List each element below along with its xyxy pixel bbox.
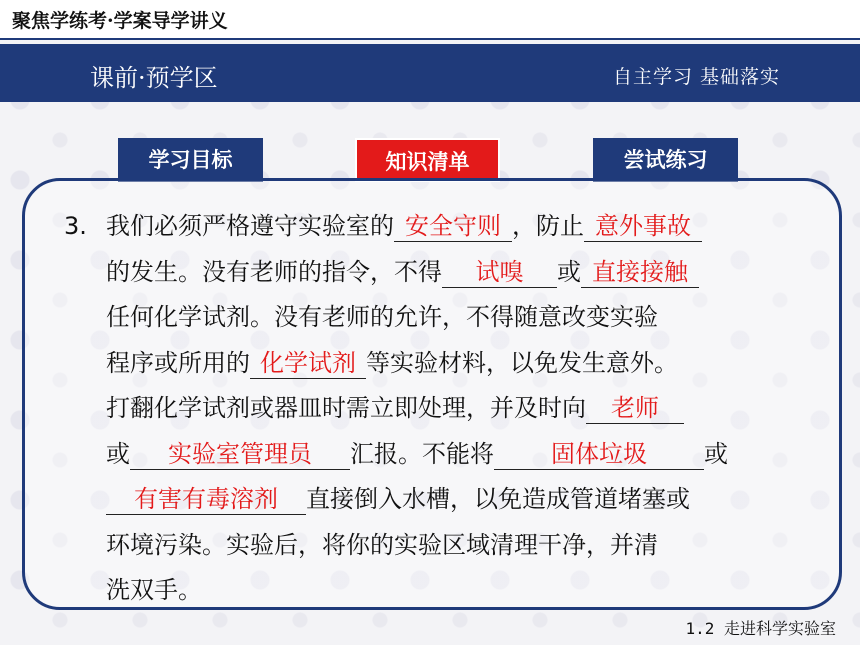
text-segment: 等实验材料，以免发生意外。 — [366, 348, 678, 377]
top-bar — [0, 0, 860, 40]
answer-blank: 安全守则 — [394, 211, 512, 242]
answer-blank: 试嗅 — [442, 257, 557, 288]
text-line — [64, 477, 804, 523]
answer-blank: 固体垃圾 — [494, 439, 704, 470]
answer-blank: 直接接触 — [581, 257, 699, 288]
answer-blank: 有害有毒溶剂 — [106, 484, 306, 515]
text-line — [64, 250, 804, 296]
text-segment: 或 — [106, 439, 130, 468]
text-segment: ，防止 — [512, 212, 584, 240]
banner-section-title: 课前·预学区 — [90, 64, 218, 92]
answer-blank: 化学试剂 — [250, 348, 366, 379]
text-segment: 或 — [704, 439, 728, 468]
tab-practice[interactable]: 尝试练习 — [593, 138, 738, 182]
text-segment: 打翻化学试剂或器皿时需立即处理，并及时向 — [106, 394, 586, 422]
text-line — [64, 386, 804, 432]
tab-knowledge-list[interactable]: 知识清单 — [355, 138, 500, 182]
banner-subtitle: 自主学习 基础落实 — [612, 66, 780, 88]
text-segment: 我们必须严格遵守实验室的 — [106, 212, 394, 240]
text-segment: 程序或所用的 — [106, 348, 250, 377]
answer-blank: 实验室管理员 — [130, 439, 350, 470]
section-banner — [0, 44, 860, 102]
text-segment: 的发生。没有老师的指令，不得 — [106, 257, 442, 286]
text-line: 环境污染。实验后，将你的实验区域清理干净，并清 — [106, 530, 658, 559]
text-line — [64, 204, 804, 250]
brand-title: 聚焦学练考·学案导学讲义 — [12, 10, 228, 32]
text-line: 任何化学试剂。没有老师的允许，不得随意改变实验 — [106, 303, 658, 331]
text-segment: 汇报。不能将 — [350, 439, 494, 468]
text-segment: 或 — [557, 257, 581, 286]
answer-blank: 意外事故 — [584, 211, 702, 242]
tab-learning-goals[interactable]: 学习目标 — [118, 138, 263, 182]
text-segment: 直接倒入水槽，以免造成管道堵塞或 — [306, 485, 690, 513]
question-text — [64, 204, 804, 614]
answer-blank: 老师 — [586, 393, 684, 424]
text-line — [64, 341, 804, 387]
question-number: 3. — [64, 212, 87, 240]
section-footer: 1.2 走进科学实验室 — [685, 619, 836, 638]
text-line: 洗双手。 — [106, 576, 202, 604]
text-line — [64, 432, 804, 478]
